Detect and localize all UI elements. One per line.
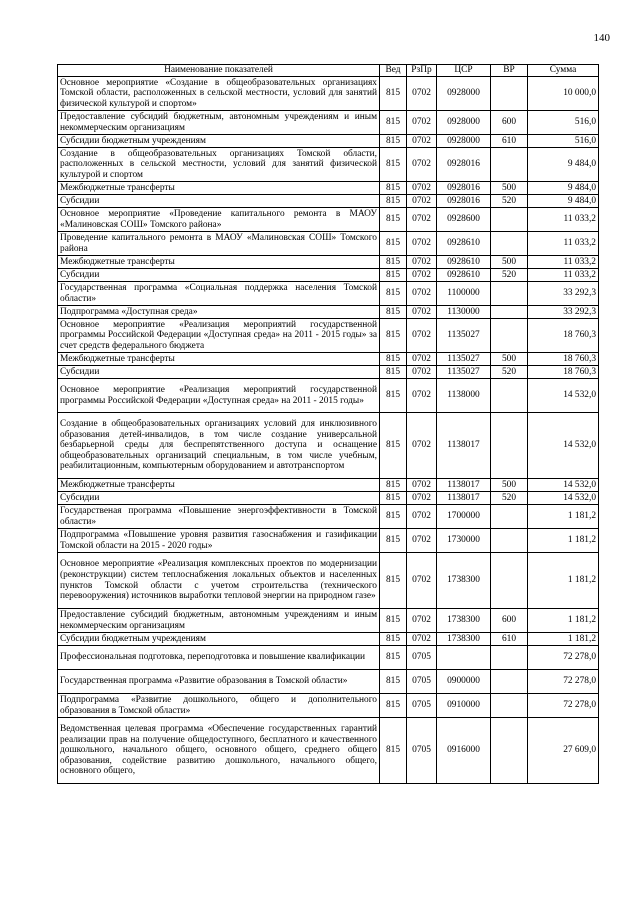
row-name: Предоставление субсидий бюджетным, автономным учреждениям и иным некоммерческим организациям <box>58 609 380 633</box>
row-csr: 1138000 <box>437 379 491 413</box>
row-sum: 9 484,0 <box>528 195 599 208</box>
row-name: Предоставление субсидий бюджетным, автономным учреждениям и иным некоммерческим организациям <box>58 111 380 135</box>
row-ved: 815 <box>380 505 407 529</box>
row-sum: 11 033,2 <box>528 269 599 282</box>
row-vr <box>491 553 528 609</box>
table-row <box>58 479 599 492</box>
row-ved: 815 <box>380 479 407 492</box>
header-rzpr: РзПр <box>407 65 437 77</box>
row-vr <box>491 505 528 529</box>
table-row <box>58 553 599 609</box>
header-csr: ЦСР <box>437 65 491 77</box>
row-vr: 520 <box>491 492 528 505</box>
row-rzpr: 0705 <box>407 646 437 670</box>
row-vr <box>491 208 528 232</box>
row-sum: 1 181,2 <box>528 609 599 633</box>
row-ved: 815 <box>380 609 407 633</box>
row-ved: 815 <box>380 77 407 111</box>
row-rzpr: 0705 <box>407 694 437 718</box>
row-name: Основное мероприятие «Реализация мероприятий государственной программы Российской Федерации «Доступная среда» на 2011 - 2015 годы» за счет средств федерального бюджета <box>58 319 380 353</box>
table-row <box>58 718 599 784</box>
row-sum: 14 532,0 <box>528 413 599 479</box>
row-ved: 815 <box>380 195 407 208</box>
row-vr <box>491 694 528 718</box>
row-name: Межбюджетные трансферты <box>58 353 380 366</box>
row-sum: 11 033,2 <box>528 256 599 269</box>
row-vr: 520 <box>491 195 528 208</box>
row-rzpr: 0702 <box>407 256 437 269</box>
row-sum: 18 760,3 <box>528 366 599 379</box>
row-rzpr: 0702 <box>407 366 437 379</box>
row-rzpr: 0702 <box>407 413 437 479</box>
row-name: Межбюджетные трансферты <box>58 479 380 492</box>
header-ved: Вед <box>380 65 407 77</box>
row-sum: 27 609,0 <box>528 718 599 784</box>
row-csr: 1730000 <box>437 529 491 553</box>
row-vr: 520 <box>491 269 528 282</box>
table-row <box>58 195 599 208</box>
row-sum: 72 278,0 <box>528 694 599 718</box>
row-ved: 815 <box>380 111 407 135</box>
table-row <box>58 413 599 479</box>
row-vr <box>491 413 528 479</box>
row-csr: 1130000 <box>437 306 491 319</box>
table-row <box>58 646 599 670</box>
row-rzpr: 0702 <box>407 148 437 182</box>
row-rzpr: 0702 <box>407 208 437 232</box>
row-ved: 815 <box>380 492 407 505</box>
row-sum: 14 532,0 <box>528 492 599 505</box>
row-name: Субсидии <box>58 269 380 282</box>
row-rzpr: 0702 <box>407 135 437 148</box>
row-ved: 815 <box>380 529 407 553</box>
row-ved: 815 <box>380 282 407 306</box>
table-row <box>58 633 599 646</box>
header-vr: ВР <box>491 65 528 77</box>
row-vr <box>491 306 528 319</box>
row-csr: 0928000 <box>437 111 491 135</box>
row-sum: 72 278,0 <box>528 646 599 670</box>
row-name: Профессиональная подготовка, переподготовка и повышение квалификации <box>58 646 380 670</box>
row-rzpr: 0702 <box>407 232 437 256</box>
table-row <box>58 694 599 718</box>
row-rzpr: 0702 <box>407 505 437 529</box>
row-rzpr: 0702 <box>407 492 437 505</box>
row-rzpr: 0702 <box>407 379 437 413</box>
table-row <box>58 135 599 148</box>
row-sum: 1 181,2 <box>528 529 599 553</box>
row-sum: 33 292,3 <box>528 282 599 306</box>
row-csr: 1138017 <box>437 492 491 505</box>
row-rzpr: 0702 <box>407 182 437 195</box>
row-vr: 600 <box>491 609 528 633</box>
row-name: Межбюджетные трансферты <box>58 256 380 269</box>
table-row <box>58 366 599 379</box>
row-csr: 0928016 <box>437 148 491 182</box>
table-row <box>58 379 599 413</box>
row-name: Субсидии бюджетным учреждениям <box>58 633 380 646</box>
table-row <box>58 319 599 353</box>
table-row <box>58 208 599 232</box>
row-sum: 14 532,0 <box>528 479 599 492</box>
row-name: Основное мероприятие «Реализация комплексных проектов по модернизации (реконструкции) систем теплоснабжения локальных объектов и населенных пунктов Томской области с учетом строительства (технического перевооружения) источников выработки тепловой энергии на природном газе» <box>58 553 380 609</box>
table-row <box>58 232 599 256</box>
row-csr: 1135027 <box>437 319 491 353</box>
row-ved: 815 <box>380 718 407 784</box>
row-rzpr: 0702 <box>407 269 437 282</box>
table-row <box>58 353 599 366</box>
table-row <box>58 256 599 269</box>
row-ved: 815 <box>380 353 407 366</box>
row-vr: 500 <box>491 479 528 492</box>
row-csr: 0916000 <box>437 718 491 784</box>
row-csr: 0928016 <box>437 182 491 195</box>
row-ved: 815 <box>380 232 407 256</box>
row-ved: 815 <box>380 670 407 694</box>
row-name: Основное мероприятие «Проведение капитального ремонта в МАОУ «Малиновская СОШ» Томского района» <box>58 208 380 232</box>
row-ved: 815 <box>380 208 407 232</box>
row-ved: 815 <box>380 379 407 413</box>
row-sum: 9 484,0 <box>528 148 599 182</box>
row-ved: 815 <box>380 182 407 195</box>
row-rzpr: 0705 <box>407 670 437 694</box>
row-rzpr: 0702 <box>407 633 437 646</box>
table-row <box>58 505 599 529</box>
row-rzpr: 0702 <box>407 111 437 135</box>
row-ved: 815 <box>380 306 407 319</box>
row-name: Ведомственная целевая программа «Обеспечение государственных гарантий реализации прав на получение общедоступного, бесплатного и качественного дошкольного, начального общего, основного общего, среднего общего образования, содействие развитию дошкольного, начального общего, основного общего, <box>58 718 380 784</box>
row-rzpr: 0702 <box>407 77 437 111</box>
header-sum: Сумма <box>528 65 599 77</box>
row-sum: 11 033,2 <box>528 208 599 232</box>
row-csr: 1100000 <box>437 282 491 306</box>
row-vr: 600 <box>491 111 528 135</box>
row-ved: 815 <box>380 148 407 182</box>
row-name: Межбюджетные трансферты <box>58 182 380 195</box>
table-header-row <box>58 65 599 77</box>
row-rzpr: 0702 <box>407 529 437 553</box>
table-row <box>58 282 599 306</box>
row-name: Субсидии <box>58 492 380 505</box>
row-vr: 610 <box>491 135 528 148</box>
row-sum: 11 033,2 <box>528 232 599 256</box>
row-vr: 500 <box>491 182 528 195</box>
row-ved: 815 <box>380 633 407 646</box>
table-row <box>58 529 599 553</box>
row-vr <box>491 718 528 784</box>
row-name: Государственная программа «Социальная поддержка населения Томской области» <box>58 282 380 306</box>
header-name: Наименование показателей <box>58 65 380 77</box>
row-csr: 0928610 <box>437 232 491 256</box>
row-vr: 500 <box>491 256 528 269</box>
budget-table <box>57 64 599 784</box>
row-rzpr: 0702 <box>407 609 437 633</box>
row-sum: 72 278,0 <box>528 670 599 694</box>
row-csr: 0928000 <box>437 77 491 111</box>
row-csr: 1738300 <box>437 609 491 633</box>
row-csr: 1700000 <box>437 505 491 529</box>
row-vr <box>491 529 528 553</box>
row-vr: 520 <box>491 366 528 379</box>
row-rzpr: 0702 <box>407 282 437 306</box>
row-ved: 815 <box>380 256 407 269</box>
row-vr <box>491 319 528 353</box>
row-name: Создание в общеобразовательных организациях условий для инклюзивного образования детей-инвалидов, в том числе создание универсальной безбарьерной среды для беспрепятственного доступа и оснащение общеобразовательных организаций специальным, в том числе учебным, реабилитационным, компьютерным оборудованием и автотранспортом <box>58 413 380 479</box>
row-sum: 14 532,0 <box>528 379 599 413</box>
table-row <box>58 111 599 135</box>
table-row <box>58 609 599 633</box>
row-name: Подпрограмма «Развитие дошкольного, общего и дополнительного образования в Томской области» <box>58 694 380 718</box>
row-name: Субсидии бюджетным учреждениям <box>58 135 380 148</box>
row-csr: 1138017 <box>437 413 491 479</box>
row-ved: 815 <box>380 413 407 479</box>
row-csr: 1135027 <box>437 366 491 379</box>
row-vr <box>491 282 528 306</box>
row-sum: 18 760,3 <box>528 319 599 353</box>
row-sum: 516,0 <box>528 111 599 135</box>
row-ved: 815 <box>380 694 407 718</box>
row-ved: 815 <box>380 366 407 379</box>
table-body <box>58 77 599 784</box>
row-name: Создание в общеобразовательных организациях Томской области, расположенных в сельской местности, условий для занятий физической культурой и спортом <box>58 148 380 182</box>
row-name: Субсидии <box>58 366 380 379</box>
table-row <box>58 306 599 319</box>
row-ved: 815 <box>380 646 407 670</box>
row-name: Государственая программа «Повышение энергоэффективности в Томской области» <box>58 505 380 529</box>
row-vr <box>491 148 528 182</box>
row-sum: 1 181,2 <box>528 633 599 646</box>
row-csr: 0928000 <box>437 135 491 148</box>
row-name: Основное мероприятие «Реализация мероприятий государственной программы Российской Федерации «Доступная среда» на 2011 - 2015 годы» <box>58 379 380 413</box>
row-sum: 18 760,3 <box>528 353 599 366</box>
row-name: Подпрограмма «Доступная среда» <box>58 306 380 319</box>
row-ved: 815 <box>380 319 407 353</box>
table-row <box>58 77 599 111</box>
row-ved: 815 <box>380 269 407 282</box>
page-number: 140 <box>593 32 610 44</box>
row-csr: 0928016 <box>437 195 491 208</box>
row-csr: 1138017 <box>437 479 491 492</box>
row-ved: 815 <box>380 553 407 609</box>
row-csr: 0910000 <box>437 694 491 718</box>
row-name: Подпрограмма «Повышение уровня развития газоснабжения и газификации Томской области на 2015 - 2020 годы» <box>58 529 380 553</box>
table-row <box>58 148 599 182</box>
row-rzpr: 0702 <box>407 479 437 492</box>
row-rzpr: 0702 <box>407 553 437 609</box>
table-row <box>58 670 599 694</box>
row-csr: 0928610 <box>437 256 491 269</box>
table-row <box>58 492 599 505</box>
row-vr <box>491 77 528 111</box>
row-sum: 9 484,0 <box>528 182 599 195</box>
row-rzpr: 0705 <box>407 718 437 784</box>
table-row <box>58 269 599 282</box>
row-name: Проведение капитального ремонта в МАОУ «Малиновская СОШ» Томского района <box>58 232 380 256</box>
row-vr <box>491 232 528 256</box>
row-csr: 1738300 <box>437 633 491 646</box>
row-sum: 516,0 <box>528 135 599 148</box>
row-sum: 1 181,2 <box>528 553 599 609</box>
row-csr: 1738300 <box>437 553 491 609</box>
row-csr: 0928610 <box>437 269 491 282</box>
row-csr: 0928600 <box>437 208 491 232</box>
row-rzpr: 0702 <box>407 195 437 208</box>
row-name: Государственная программа «Развитие образования в Томской области» <box>58 670 380 694</box>
row-vr: 500 <box>491 353 528 366</box>
row-vr <box>491 670 528 694</box>
row-sum: 1 181,2 <box>528 505 599 529</box>
row-rzpr: 0702 <box>407 306 437 319</box>
row-ved: 815 <box>380 135 407 148</box>
row-vr <box>491 379 528 413</box>
row-vr: 610 <box>491 633 528 646</box>
row-name: Субсидии <box>58 195 380 208</box>
table-row <box>58 182 599 195</box>
row-sum: 10 000,0 <box>528 77 599 111</box>
row-rzpr: 0702 <box>407 353 437 366</box>
row-name: Основное мероприятие «Создание в общеобразовательных организациях Томской области, расположенных в сельской местности, условий для занятий физической культурой и спортом» <box>58 77 380 111</box>
row-sum: 33 292,3 <box>528 306 599 319</box>
row-vr <box>491 646 528 670</box>
row-csr <box>437 646 491 670</box>
row-csr: 0900000 <box>437 670 491 694</box>
row-rzpr: 0702 <box>407 319 437 353</box>
row-csr: 1135027 <box>437 353 491 366</box>
